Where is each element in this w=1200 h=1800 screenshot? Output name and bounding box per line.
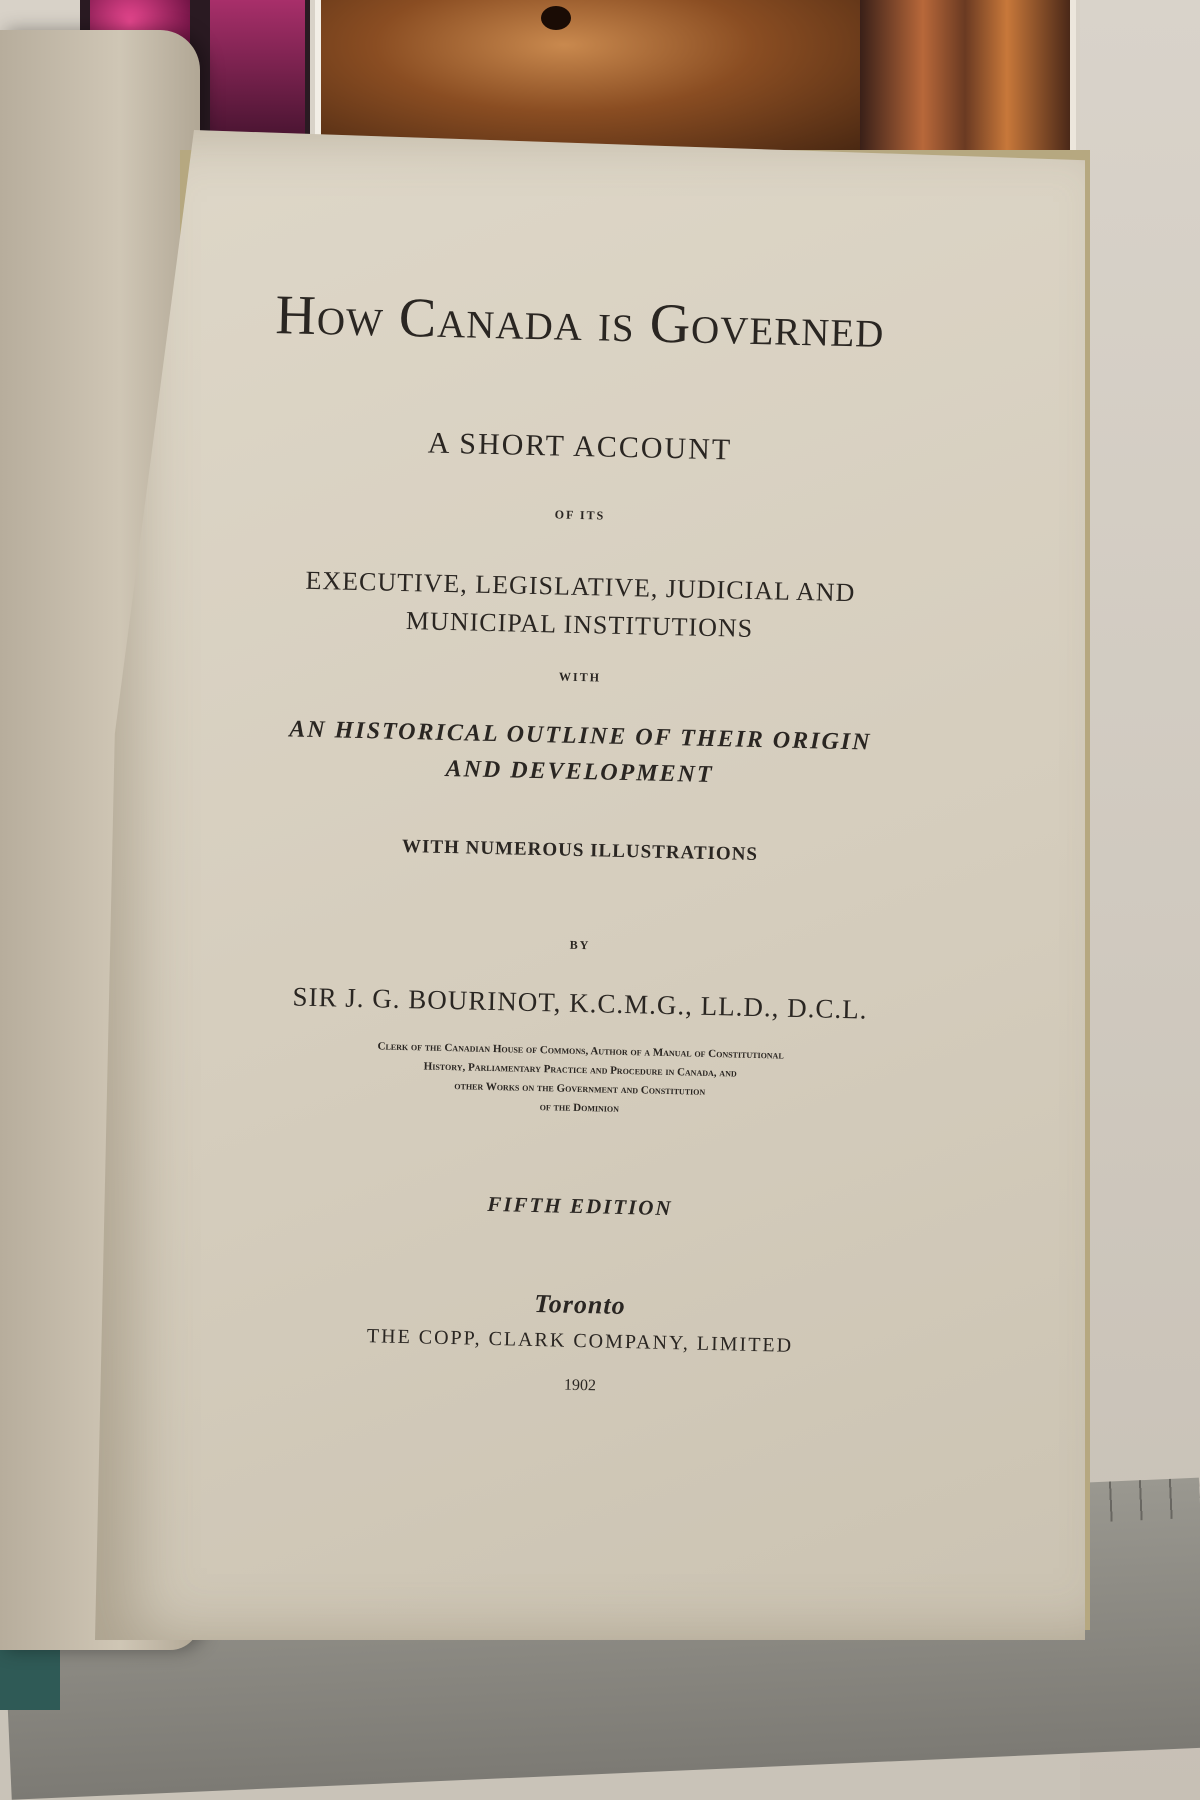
edition-text: FIFTH EDITION (487, 1191, 673, 1221)
author-desc-line: History, Parliamentary Practice and Procedure in Canada, and (423, 1060, 737, 1080)
with-text: WITH (558, 669, 602, 685)
historical-line: AN HISTORICAL OUTLINE OF THEIR ORIGIN (289, 716, 872, 756)
historical-line: AND DEVELOPMENT (445, 755, 714, 789)
institutions-line: EXECUTIVE, LEGISLATIVE, JUDICIAL AND (305, 565, 856, 608)
author-desc-line: Clerk of the Canadian House of Commons, Author of a Manual of Constitutional (377, 1040, 784, 1062)
author-name: SIR J. G. BOURINOT, K.C.M.G., LL.D., D.C.L. (292, 981, 868, 1025)
dog-photo-card (315, 0, 867, 156)
publication-year: 1902 (563, 1376, 597, 1395)
book-title: How Canada is Governed (274, 284, 886, 360)
publisher-name: THE COPP, CLARK COMPANY, LIMITED (366, 1325, 794, 1357)
by-text: BY (569, 937, 591, 953)
illustrations-text: WITH NUMEROUS ILLUSTRATIONS (401, 835, 759, 866)
of-its-text: OF ITS (554, 507, 606, 523)
institutions-line: MUNICIPAL INSTITUTIONS (405, 606, 754, 643)
author-desc-line: other Works on the Government and Constitution (454, 1080, 706, 1098)
publisher-city: Toronto (534, 1288, 626, 1321)
author-desc-line: of the Dominion (539, 1101, 620, 1115)
book-subtitle: A SHORT ACCOUNT (427, 426, 733, 467)
